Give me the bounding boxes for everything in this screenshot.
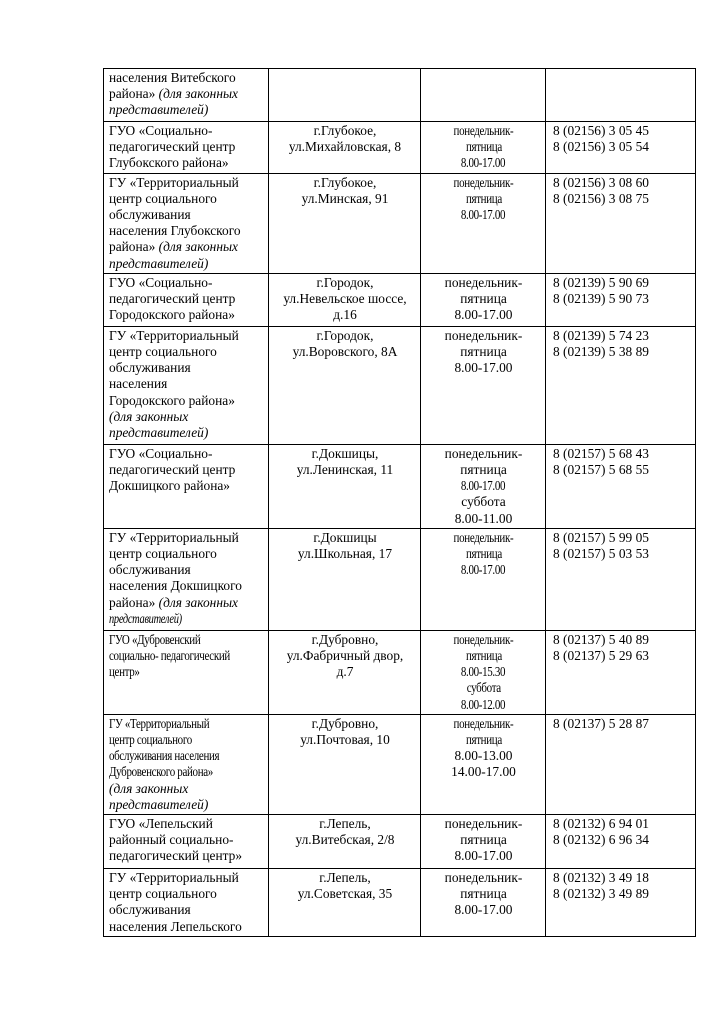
hours-line: 8.00-17.00 xyxy=(461,478,506,494)
table-row xyxy=(104,869,696,937)
hours-line: пятница xyxy=(460,291,507,307)
address-cell xyxy=(269,69,421,122)
address-line: ул.Ленинская, 11 xyxy=(296,462,394,478)
phone-number: 8 (02132) 6 94 01 xyxy=(553,816,649,832)
org-name-text: Городокского района» xyxy=(109,307,235,323)
institutions-table xyxy=(103,68,696,937)
org-name-text: ГУО «Социально- xyxy=(109,445,213,461)
hours-cell xyxy=(421,630,546,714)
org-name-cell xyxy=(104,273,269,326)
table-row xyxy=(104,122,696,174)
address-line: ул.Михайловская, 8 xyxy=(288,139,402,155)
org-name-note: представителей) xyxy=(109,255,209,271)
org-name-line xyxy=(109,139,264,155)
org-name-text: Городокского района» xyxy=(109,392,235,408)
hours-line: понедельник- xyxy=(444,274,523,290)
address-cell xyxy=(269,528,421,630)
org-name-text: Дубровенского района» xyxy=(109,764,213,780)
address-cell xyxy=(269,273,421,326)
address-line: г.Дубровно, xyxy=(311,631,379,647)
phones-cell xyxy=(546,273,696,326)
table-row xyxy=(104,714,696,814)
address-line: ул.Советская, 35 xyxy=(297,886,393,902)
phone-number: 8 (02132) 3 49 18 xyxy=(553,870,649,886)
org-name-text: района» xyxy=(109,86,156,102)
org-name-line xyxy=(109,886,264,902)
hours-line: понедельник- xyxy=(444,445,523,461)
address-cell xyxy=(269,444,421,528)
phone-number: 8 (02156) 3 05 45 xyxy=(553,123,649,138)
org-name-line xyxy=(109,393,264,409)
org-name-text: обслуживания xyxy=(109,207,191,223)
hours-line: 8.00-11.00 xyxy=(454,510,513,526)
org-name-text: ГУО «Дубровенский xyxy=(109,631,201,647)
org-name-text: обслуживания xyxy=(109,562,191,578)
org-name-text: педагогический центр xyxy=(109,291,236,307)
phone-number: 8 (02157) 5 03 53 xyxy=(553,546,649,562)
hours-line: 8.00-17.00 xyxy=(454,307,513,323)
phone-number: 8 (02137) 5 28 87 xyxy=(553,715,649,731)
org-name-text: центр социального xyxy=(109,886,217,902)
hours-cell xyxy=(421,69,546,122)
org-name-line xyxy=(109,155,264,171)
org-name-text: ГУО «Социально- xyxy=(109,123,213,138)
org-name-note: (для законных xyxy=(155,594,238,610)
table-row xyxy=(104,326,696,444)
phones-cell xyxy=(546,69,696,122)
org-name-cell xyxy=(104,326,269,444)
org-name-line xyxy=(109,425,264,441)
hours-cell xyxy=(421,528,546,630)
phone-number: 8 (02139) 5 38 89 xyxy=(553,344,649,360)
org-name-note: (для законных xyxy=(155,239,238,255)
table-row xyxy=(104,69,696,122)
org-name-line xyxy=(109,446,264,462)
table-row xyxy=(104,528,696,630)
hours-line: понедельник- xyxy=(453,174,514,190)
table-row xyxy=(104,173,696,273)
org-name-text: районный социально- xyxy=(109,832,234,848)
phone-number: 8 (02139) 5 74 23 xyxy=(553,327,649,343)
address-line: г.Докшицы xyxy=(313,529,377,545)
hours-line: 8.00-15.30 xyxy=(461,664,506,680)
org-name-line xyxy=(109,546,264,562)
hours-line: пятница xyxy=(465,648,502,664)
address-line: г.Глубокое, xyxy=(313,174,377,190)
hours-line: пятница xyxy=(460,462,507,478)
org-name-line xyxy=(109,848,264,864)
address-line: г.Дубровно, xyxy=(311,715,379,731)
address-cell xyxy=(269,630,421,714)
org-name-line xyxy=(109,376,264,392)
phone-number: 8 (02139) 5 90 69 xyxy=(553,274,649,290)
org-name-text: района» xyxy=(109,594,156,610)
address-line: ул.Воровского, 8А xyxy=(292,344,398,360)
hours-cell xyxy=(421,869,546,937)
phones-cell xyxy=(546,173,696,273)
hours-line: 8.00-12.00 xyxy=(461,696,506,712)
org-name-text: обслуживания xyxy=(109,360,191,376)
org-name-line xyxy=(109,462,264,478)
phone-number: 8 (02137) 5 40 89 xyxy=(553,631,649,647)
org-name-text: центр» xyxy=(109,664,140,680)
org-name-note: представителей) xyxy=(109,425,209,441)
hours-line: понедельник- xyxy=(453,631,514,647)
org-name-text: ГУ «Территориальный xyxy=(109,327,239,343)
hours-line: понедельник- xyxy=(444,327,523,343)
hours-cell xyxy=(421,815,546,869)
org-name-line xyxy=(109,870,264,886)
org-name-line xyxy=(109,223,264,239)
org-name-text: ГУ «Территориальный xyxy=(109,174,239,190)
org-name-text: ГУО «Лепельский xyxy=(109,816,213,832)
org-name-line xyxy=(109,344,264,360)
org-name-cell xyxy=(104,630,269,714)
org-name-line xyxy=(109,781,264,797)
org-name-line xyxy=(109,256,264,272)
org-name-cell xyxy=(104,815,269,869)
table-row xyxy=(104,630,696,714)
org-name-cell xyxy=(104,714,269,814)
address-line: д.16 xyxy=(333,307,357,323)
address-cell xyxy=(269,173,421,273)
hours-line: 8.00-17.00 xyxy=(461,155,506,171)
phone-number: 8 (02156) 3 08 75 xyxy=(553,190,649,206)
hours-line: пятница xyxy=(460,344,507,360)
address-cell xyxy=(269,122,421,174)
hours-line: понедельник- xyxy=(453,529,514,545)
org-name-line xyxy=(109,291,264,307)
address-line: ул.Почтовая, 10 xyxy=(300,732,390,748)
org-name-line xyxy=(109,275,264,291)
phone-number: 8 (02132) 6 96 34 xyxy=(553,832,649,848)
phone-number: 8 (02156) 3 08 60 xyxy=(553,174,649,190)
table-row xyxy=(104,273,696,326)
org-name-line xyxy=(109,764,264,780)
hours-line: суббота xyxy=(466,680,501,696)
hours-line: 8.00-17.00 xyxy=(461,207,506,223)
org-name-line xyxy=(109,123,264,139)
org-name-line xyxy=(109,595,264,611)
org-name-line xyxy=(109,632,264,648)
org-name-text: ГУ «Территориальный xyxy=(109,870,239,886)
address-line: ул.Минская, 91 xyxy=(301,190,389,206)
org-name-text: обслуживания населения xyxy=(109,748,220,764)
org-name-cell xyxy=(104,528,269,630)
phone-number: 8 (02139) 5 90 73 xyxy=(553,291,649,307)
org-name-cell xyxy=(104,173,269,273)
table-row xyxy=(104,444,696,528)
hours-line: 8.00-17.00 xyxy=(454,360,513,376)
org-name-text: населения Витебского xyxy=(109,70,236,85)
org-name-text: ГУО «Социально- xyxy=(109,274,213,290)
org-name-line xyxy=(109,748,264,764)
phone-number: 8 (02157) 5 68 55 xyxy=(553,462,649,478)
org-name-cell xyxy=(104,69,269,122)
address-line: ул.Невельское шоссе, xyxy=(283,291,407,307)
phones-cell xyxy=(546,326,696,444)
org-name-text: района» xyxy=(109,239,156,255)
hours-line: пятница xyxy=(460,886,507,902)
org-name-cell xyxy=(104,122,269,174)
org-name-cell xyxy=(104,444,269,528)
address-line: г.Городок, xyxy=(316,327,374,343)
org-name-line xyxy=(109,307,264,323)
hours-cell xyxy=(421,326,546,444)
org-name-line xyxy=(109,797,264,813)
org-name-line xyxy=(109,648,264,664)
address-line: г.Докшицы, xyxy=(311,445,379,461)
hours-line: 8.00-13.00 xyxy=(454,748,513,764)
address-cell xyxy=(269,714,421,814)
hours-line: 14.00-17.00 xyxy=(451,764,516,780)
phone-number: 8 (02157) 5 99 05 xyxy=(553,529,649,545)
org-name-line xyxy=(109,239,264,255)
address-line: г.Глубокое, xyxy=(313,123,377,138)
org-name-line xyxy=(109,832,264,848)
org-name-text: населения xyxy=(109,376,168,392)
org-name-note: (для законных xyxy=(155,86,238,102)
org-name-text: центр социального xyxy=(109,344,217,360)
org-name-note: (для законных xyxy=(109,408,189,424)
org-name-text: центр социального xyxy=(109,190,217,206)
phone-number: 8 (02156) 3 05 54 xyxy=(553,139,649,155)
hours-line: пятница xyxy=(460,832,507,848)
hours-cell xyxy=(421,173,546,273)
hours-line: пятница xyxy=(465,732,502,748)
hours-cell xyxy=(421,444,546,528)
hours-line: пятница xyxy=(465,139,502,155)
org-name-note: представителей) xyxy=(109,102,209,118)
hours-line: понедельник- xyxy=(444,870,523,886)
org-name-line xyxy=(109,478,264,494)
org-name-text: обслуживания xyxy=(109,902,191,918)
org-name-text: педагогический центр xyxy=(109,139,236,155)
hours-line: 8.00-17.00 xyxy=(454,848,513,864)
hours-line: пятница xyxy=(465,546,502,562)
org-name-line xyxy=(109,102,264,118)
hours-line: 8.00-17.00 xyxy=(461,562,506,578)
org-name-text: педагогический центр» xyxy=(109,848,243,864)
org-name-note: представителей) xyxy=(109,796,209,812)
hours-line: 8.00-17.00 xyxy=(454,902,513,918)
phones-cell xyxy=(546,630,696,714)
table-row xyxy=(104,815,696,869)
org-name-line xyxy=(109,70,264,86)
org-name-text: Докшицкого района» xyxy=(109,478,231,494)
org-name-text: социально- педагогический xyxy=(109,648,230,664)
org-name-line xyxy=(109,530,264,546)
org-name-text: населения Лепельского xyxy=(109,918,242,934)
org-name-text: Глубокского района» xyxy=(109,155,229,171)
table-body xyxy=(104,69,696,937)
org-name-line xyxy=(109,816,264,832)
address-cell xyxy=(269,326,421,444)
org-name-text: ГУ «Территориальный xyxy=(109,715,210,731)
org-name-line xyxy=(109,562,264,578)
phones-cell xyxy=(546,714,696,814)
org-name-cell xyxy=(104,869,269,937)
org-name-line xyxy=(109,175,264,191)
phone-number: 8 (02137) 5 29 63 xyxy=(553,648,649,664)
phone-number: 8 (02132) 3 49 89 xyxy=(553,886,649,902)
address-line: г.Городок, xyxy=(316,274,374,290)
org-name-text: ГУ «Территориальный xyxy=(109,529,239,545)
org-name-text: населения Докшицкого xyxy=(109,578,242,594)
address-line: ул.Витебская, 2/8 xyxy=(295,832,395,848)
address-line: г.Лепель, xyxy=(319,870,371,886)
org-name-note: (для законных xyxy=(109,780,189,796)
org-name-line xyxy=(109,716,264,732)
hours-cell xyxy=(421,122,546,174)
hours-line: суббота xyxy=(461,494,506,510)
org-name-line xyxy=(109,409,264,425)
phones-cell xyxy=(546,869,696,937)
hours-line: пятница xyxy=(465,190,502,206)
org-name-line xyxy=(109,611,264,627)
hours-line: понедельник- xyxy=(453,715,514,731)
org-name-line xyxy=(109,207,264,223)
org-name-text: центр социального xyxy=(109,546,217,562)
org-name-line xyxy=(109,86,264,102)
org-name-line xyxy=(109,191,264,207)
address-line: ул.Фабричный двор, xyxy=(286,648,404,664)
org-name-text: педагогический центр xyxy=(109,462,236,478)
org-name-line xyxy=(109,664,264,680)
address-line: г.Лепель, xyxy=(319,816,371,832)
org-name-line xyxy=(109,578,264,594)
org-name-line xyxy=(109,732,264,748)
phones-cell xyxy=(546,122,696,174)
org-name-text: населения Глубокского xyxy=(109,223,241,239)
address-line: ул.Школьная, 17 xyxy=(297,546,393,562)
address-line: д.7 xyxy=(336,664,354,680)
address-cell xyxy=(269,815,421,869)
phone-number: 8 (02157) 5 68 43 xyxy=(553,445,649,461)
org-name-text: центр социального xyxy=(109,732,192,748)
hours-cell xyxy=(421,273,546,326)
phones-cell xyxy=(546,444,696,528)
org-name-line xyxy=(109,360,264,376)
org-name-note: представителей) xyxy=(109,610,182,626)
hours-cell xyxy=(421,714,546,814)
address-cell xyxy=(269,869,421,937)
hours-line: понедельник- xyxy=(444,816,523,832)
phones-cell xyxy=(546,815,696,869)
org-name-line xyxy=(109,328,264,344)
phones-cell xyxy=(546,528,696,630)
org-name-line xyxy=(109,919,264,935)
org-name-line xyxy=(109,902,264,918)
hours-line: понедельник- xyxy=(453,123,514,138)
